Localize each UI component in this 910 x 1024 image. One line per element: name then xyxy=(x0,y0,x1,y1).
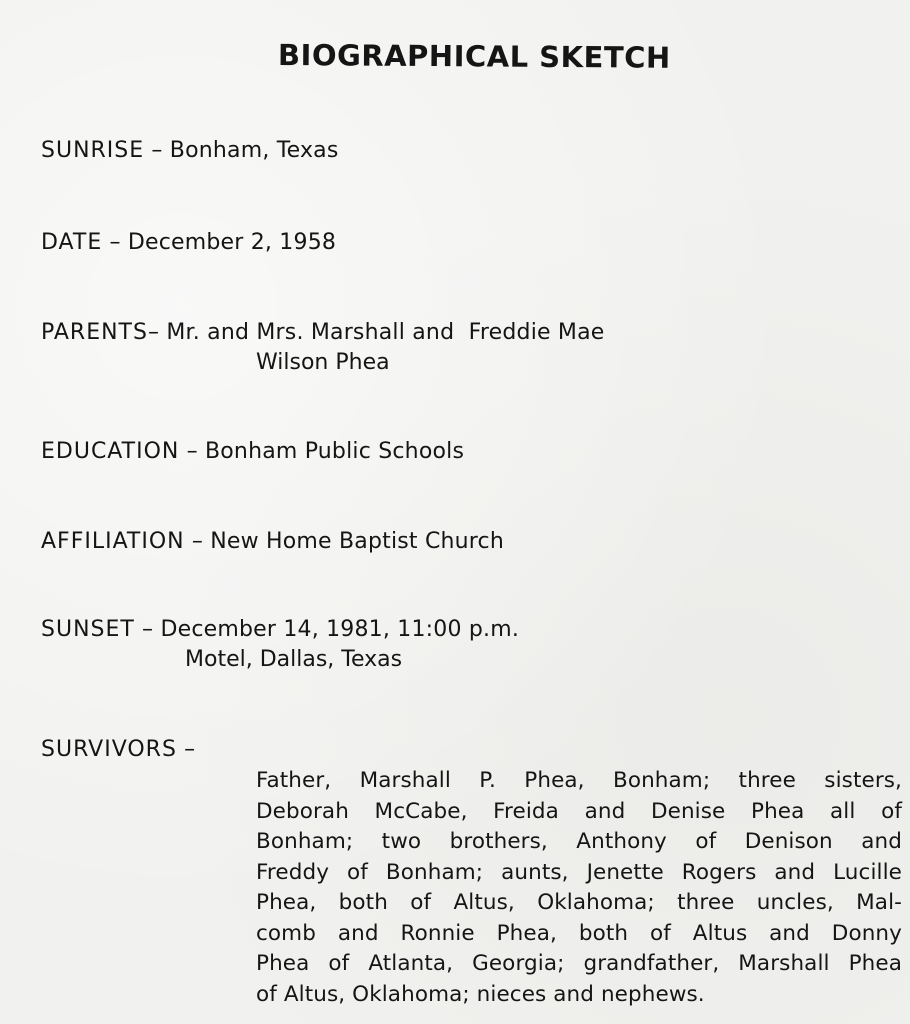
survivors-line: Phea, both of Altus, Oklahoma; three uncles, Mal- xyxy=(256,890,902,915)
entry-sunrise xyxy=(41,136,339,166)
entry-affiliation xyxy=(41,527,504,557)
entry-value: Mr. and Mrs. Marshall and Freddie Mae xyxy=(166,320,605,345)
survivors-paragraph xyxy=(256,766,902,1010)
survivors-line: comb and Ronnie Phea, both of Altus and Donny xyxy=(256,920,902,946)
entry-survivors xyxy=(41,735,195,765)
entry-label: SUNSET xyxy=(41,617,135,642)
entry-label: SURVIVORS xyxy=(41,737,177,762)
entry-label: AFFILIATION xyxy=(41,529,185,554)
entry-value: December 2, 1958 xyxy=(127,230,337,255)
survivors-line: of Altus, Oklahoma; nieces and nephews. xyxy=(256,981,705,1007)
document-title: BIOGRAPHICAL SKETCH xyxy=(277,38,671,75)
entry-separator: – xyxy=(186,439,198,464)
entry-parents-continuation: Wilson Phea xyxy=(256,350,390,375)
survivors-line: Freddy of Bonham; aunts, Jenette Rogers and Lucille xyxy=(256,859,902,885)
entry-education xyxy=(41,437,464,467)
entry-parents xyxy=(41,318,605,348)
survivors-line: Phea of Atlanta, Georgia; grandfather, Marshall Phea xyxy=(256,951,902,976)
entry-separator: – xyxy=(151,138,163,163)
survivors-line: Deborah McCabe, Freida and Denise Phea all of xyxy=(256,798,902,824)
entry-date xyxy=(41,228,336,258)
survivors-line: Father, Marshall P. Phea, Bonham; three sisters, xyxy=(256,768,902,793)
entry-sunset xyxy=(41,615,519,645)
entry-separator: – xyxy=(147,320,160,345)
entry-separator: – xyxy=(191,529,204,554)
entry-value: Bonham, Texas xyxy=(169,138,339,163)
entry-label: DATE xyxy=(41,230,103,255)
entry-sunset-continuation: Motel, Dallas, Texas xyxy=(185,647,403,672)
entry-separator: – xyxy=(109,230,121,255)
entry-separator: – xyxy=(184,737,196,762)
entry-value: Bonham Public Schools xyxy=(204,439,465,464)
entry-separator: – xyxy=(142,617,154,642)
survivors-line: Bonham; two brothers, Anthony of Denison and xyxy=(256,829,902,854)
entry-value: December 14, 1981, 11:00 p.m. xyxy=(160,617,520,642)
entry-label: SUNRISE xyxy=(41,138,145,163)
entry-label: PARENTS xyxy=(41,320,148,345)
entry-value: New Home Baptist Church xyxy=(210,529,504,554)
entry-label: EDUCATION xyxy=(41,439,180,464)
